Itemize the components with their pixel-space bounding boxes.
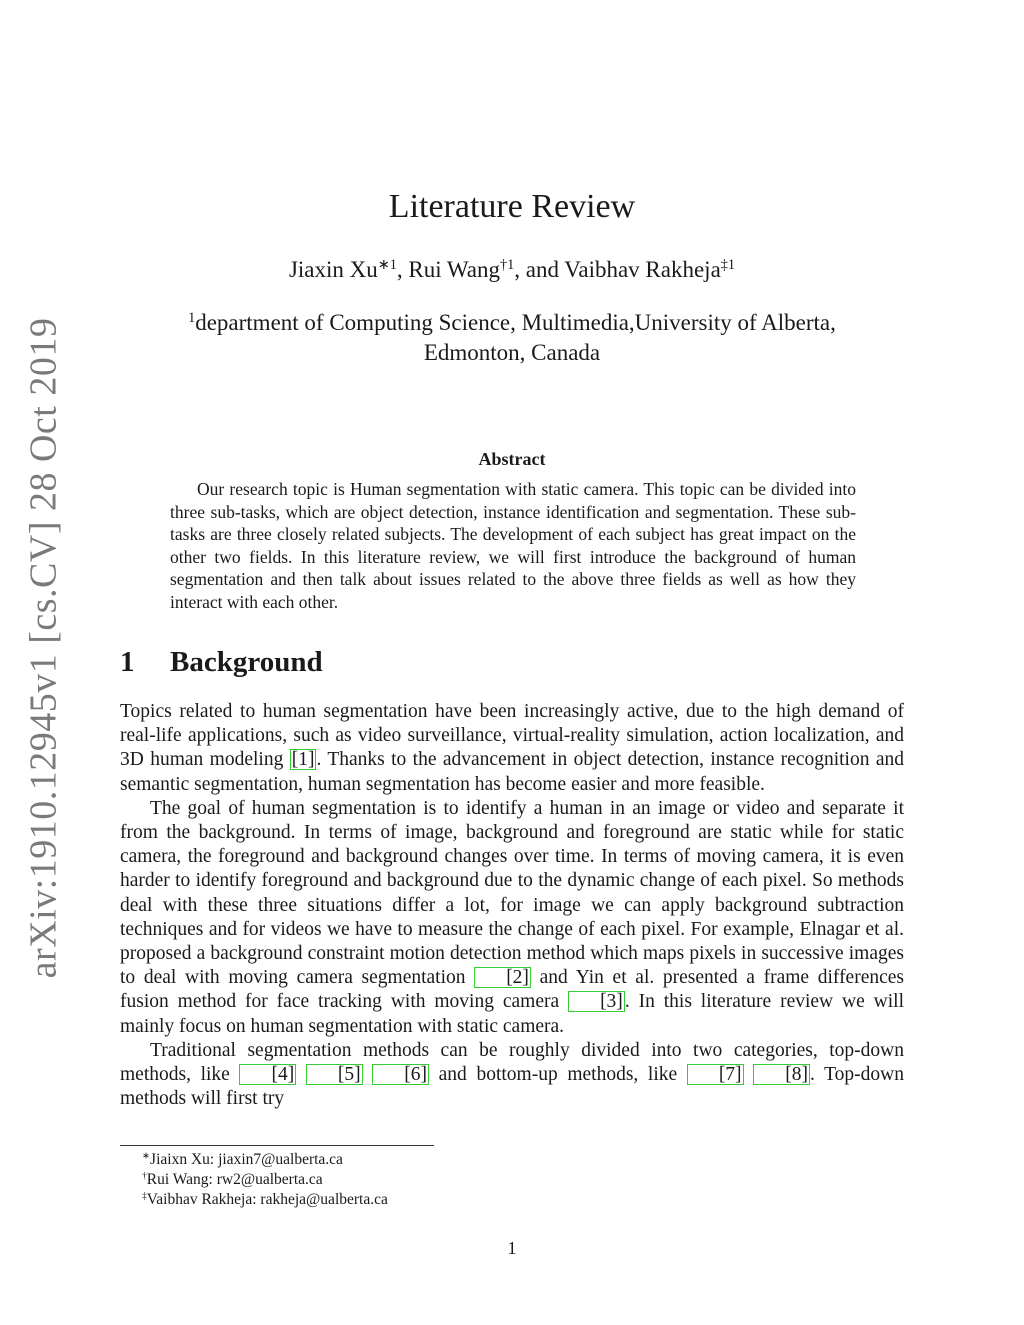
paragraph-text: Topics related to human segmentation have been increasingly active, due to the high demand of real-life applications, such as video surveillance, virtual-reality simulation, action localization, and 3D human modeling [120, 701, 904, 771]
footnote-text: Jiaixn Xu: jiaxin7@ualberta.ca [150, 1151, 343, 1168]
affiliation [0, 308, 1024, 368]
footnote-mark: † [142, 1170, 147, 1182]
citation-link[interactable]: [5] [306, 1064, 363, 1085]
citation-link[interactable]: [8] [753, 1064, 810, 1085]
footnote [142, 1150, 388, 1170]
author-name: Vaibhav Rakheja [564, 257, 721, 282]
footnote-mark: ‡ [142, 1190, 147, 1202]
paragraph-text: . In this literature review we will mainly focus on human segmentation with static camera. [120, 991, 904, 1037]
author-separator: , [396, 257, 409, 282]
paragraph-text: . Thanks to the advancement in object detection, instance recognition and semantic segmentation, human segmentation has become easier and more feasible. [120, 749, 904, 795]
affiliation-mark: 1 [188, 310, 196, 327]
paragraph-text: The goal of human segmentation is to identify a human in an image or video and separate it from the background. In terms of image, background and foreground are static while for static camera, the foreground and background changes over time. In terms of moving camera, it is even harder to identify foreground and background due to the dynamic change of each pixel. So methods deal with these three situations differ a lot, for image we can apply background subtraction techniques and for videos we have to measure the change of each pixel. For example, Elnagar et al. proposed a background constraint motion detection method which maps pixels in successive images to deal with moving camera segmentation [120, 797, 904, 989]
paragraph-text: . Top-down methods will first try [120, 1064, 904, 1110]
citation-link[interactable]: [1] [291, 749, 315, 771]
author-name: Rui Wang [408, 257, 500, 282]
author-mark: ‡1 [720, 257, 736, 274]
footnote-text: Rui Wang: rw2@ualberta.ca [146, 1170, 323, 1188]
abstract-heading: Abstract [478, 449, 546, 469]
citation-link[interactable]: [4] [239, 1064, 296, 1085]
author-mark: ∗1 [377, 257, 397, 274]
paragraph-text: and bottom-up methods, like [429, 1064, 687, 1086]
page-number: 1 [507, 1238, 517, 1258]
footnote [142, 1170, 388, 1190]
footnote [142, 1190, 388, 1210]
footnote-divider [120, 1145, 434, 1146]
abstract-text: Our research topic is Human segmentation with static camera. This topic can be divided into three sub-tasks, which are object detection, instance identification and segmentation. These sub-tasks are three closely related subjects. The development of each subject has great impact on the other two fields. In this literature review, we will first introduce the background of human segmentation and then talk about issues related to the above three fields as well as how they interact with each other. [170, 479, 856, 612]
author-name: Jiaxin Xu [288, 257, 378, 282]
author-list [0, 257, 1024, 283]
affiliation-line-2: Edmonton, Canada [423, 340, 601, 365]
paragraph-text: Traditional segmentation methods can be roughly divided into two categories, top-down methods, like [120, 1039, 904, 1086]
footnote-mark: ∗ [142, 1150, 151, 1162]
citation-link[interactable]: [2] [474, 967, 531, 988]
section-heading [120, 646, 323, 679]
paragraph-text: and Yin et al. presented a frame differences fusion method for face tracking with moving camera [120, 967, 905, 1013]
paragraph [120, 700, 904, 797]
citation-link[interactable]: [6] [372, 1064, 429, 1085]
citation-link[interactable]: [3] [568, 991, 625, 1012]
arxiv-identifier-text: arXiv:1910.12945v1 [cs.CV] 28 Oct 2019 [22, 317, 65, 978]
author-separator: , and [514, 257, 565, 282]
section-title: Background [170, 646, 323, 678]
paper-title: Literature Review [388, 188, 636, 225]
author-mark: †1 [500, 257, 515, 274]
section-body [120, 700, 904, 1111]
arxiv-identifier-stamp [22, 317, 65, 978]
paragraph [120, 797, 904, 1039]
section-number: 1 [120, 646, 135, 678]
footnote-text: Vaibhav Rakheja: rakheja@ualberta.ca [146, 1190, 388, 1208]
footnotes [142, 1150, 388, 1209]
affiliation-line-1: department of Computing Science, Multimedia,University of Alberta, [195, 310, 836, 335]
paragraph [120, 1039, 904, 1112]
citation-link[interactable]: [7] [687, 1064, 744, 1085]
